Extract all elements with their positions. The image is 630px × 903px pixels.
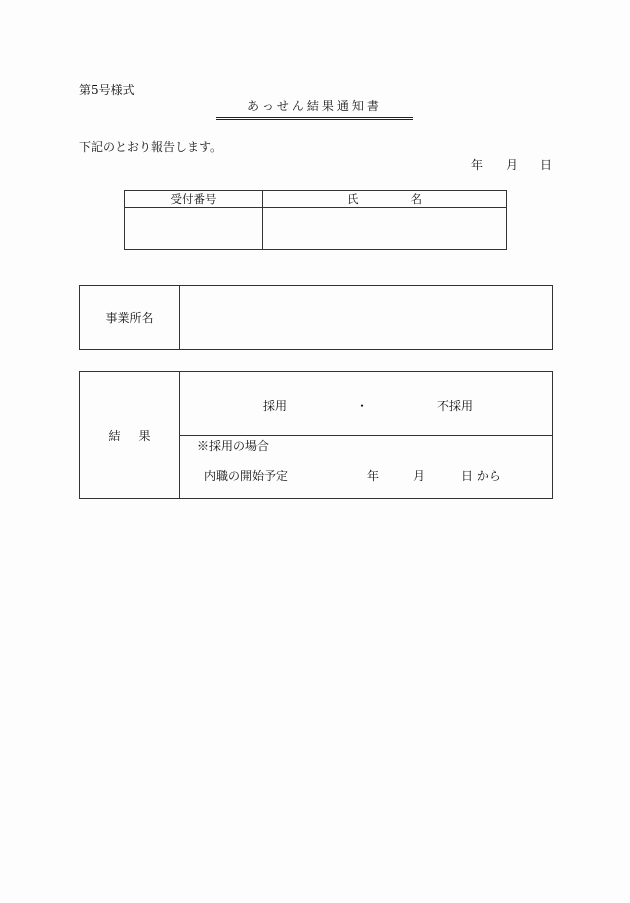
not-hired-option[interactable]: 不採用	[437, 399, 474, 413]
result-row-1	[80, 372, 553, 436]
reception-body-row	[125, 208, 507, 250]
date-month-label: 月	[506, 158, 519, 172]
name-header-part-2: 名	[410, 192, 422, 206]
result-table	[79, 371, 553, 499]
option-separator: ・	[356, 399, 369, 413]
reception-table	[124, 190, 507, 250]
reception-header-row	[125, 191, 507, 208]
result-label-part-2: 果	[138, 428, 151, 443]
form-number: 第5号様式	[79, 83, 135, 97]
start-year-label: 年	[367, 469, 380, 483]
reception-number-header: 受付番号	[125, 191, 263, 208]
document-title: あっせん結果通知書	[216, 97, 413, 120]
start-date-label: 内職の開始予定	[204, 469, 289, 483]
date-year-label: 年	[471, 158, 484, 172]
result-label-part-1: 結	[108, 428, 121, 443]
result-label	[80, 372, 180, 499]
start-day-from-label: 日 から	[461, 469, 501, 483]
name-header-part-1: 氏	[347, 192, 359, 206]
start-date-cell	[180, 436, 553, 499]
hire-choice-cell	[180, 372, 553, 436]
office-table	[79, 285, 553, 350]
hired-case-note: ※採用の場合	[197, 439, 270, 453]
intro-text: 下記のとおり報告します。	[79, 140, 223, 154]
name-header	[263, 191, 507, 208]
reception-number-cell[interactable]	[125, 208, 263, 250]
date-day-label: 日	[540, 158, 553, 172]
office-name-label: 事業所名	[80, 286, 180, 350]
office-row	[80, 286, 553, 350]
office-name-cell[interactable]	[180, 286, 553, 350]
hired-option[interactable]: 採用	[263, 399, 288, 413]
name-cell[interactable]	[263, 208, 507, 250]
start-month-label: 月	[413, 469, 426, 483]
